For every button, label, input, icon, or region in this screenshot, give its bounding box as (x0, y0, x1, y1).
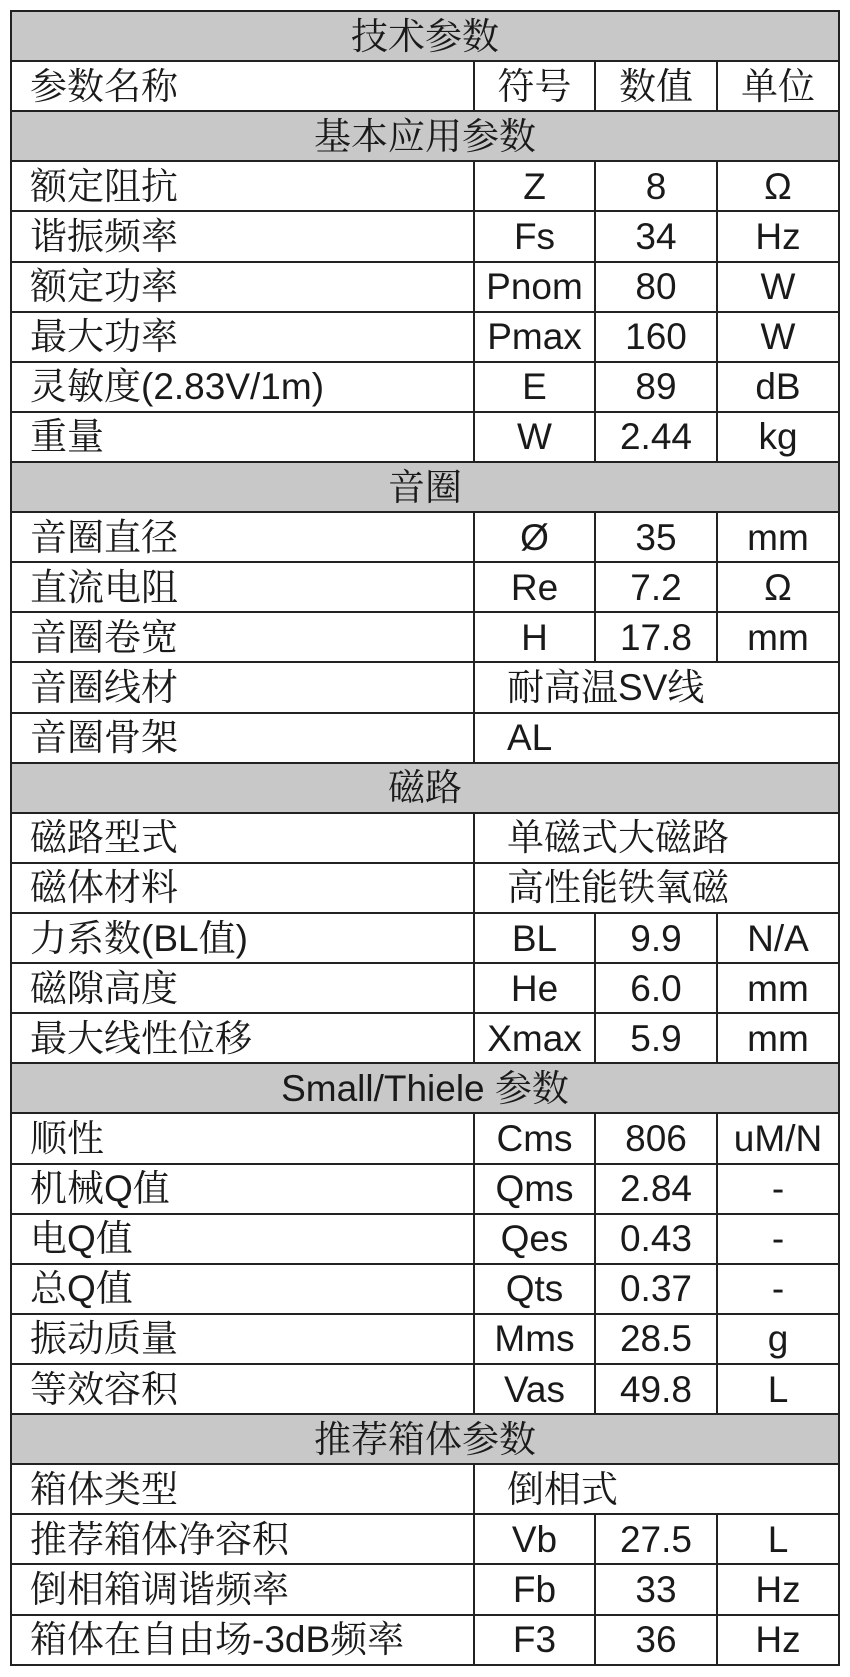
param-unit: W (717, 262, 839, 312)
param-note: 倒相式 (474, 1464, 839, 1514)
param-name: 最大功率 (11, 312, 474, 362)
section-row (11, 1063, 839, 1113)
param-unit: g (717, 1314, 839, 1364)
param-note: 高性能铁氧磁 (474, 863, 839, 913)
param-symbol: Re (474, 562, 595, 612)
param-value: 9.9 (595, 913, 717, 963)
section-title: Small/Thiele 参数 (11, 1063, 839, 1113)
param-note: 耐高温SV线 (474, 662, 839, 712)
table-row (11, 1514, 839, 1564)
param-name: 机械Q值 (11, 1164, 474, 1214)
table-row (11, 1214, 839, 1264)
param-symbol: Xmax (474, 1013, 595, 1063)
table-row (11, 512, 839, 562)
param-name: 额定阻抗 (11, 161, 474, 211)
param-symbol: Qes (474, 1214, 595, 1264)
param-value: 2.84 (595, 1164, 717, 1214)
table-row (11, 312, 839, 362)
table-row (11, 562, 839, 612)
param-value: 89 (595, 362, 717, 412)
param-name: 谐振频率 (11, 211, 474, 261)
param-note: 单磁式大磁路 (474, 813, 839, 863)
param-unit: Ω (717, 161, 839, 211)
param-name: 磁隙高度 (11, 963, 474, 1013)
param-unit: Hz (717, 1615, 839, 1666)
param-value: 2.44 (595, 412, 717, 462)
param-unit: mm (717, 612, 839, 662)
section-title: 基本应用参数 (11, 111, 839, 161)
param-value: 0.43 (595, 1214, 717, 1264)
table-row (11, 612, 839, 662)
param-value: 160 (595, 312, 717, 362)
table-row (11, 1013, 839, 1063)
param-unit: L (717, 1514, 839, 1564)
param-symbol: Mms (474, 1314, 595, 1364)
param-name: 推荐箱体净容积 (11, 1514, 474, 1564)
table-row (11, 913, 839, 963)
header-name: 参数名称 (11, 61, 474, 111)
table-row (11, 1564, 839, 1614)
table-row (11, 262, 839, 312)
param-name: 最大线性位移 (11, 1013, 474, 1063)
section-row (11, 1414, 839, 1464)
param-value: 0.37 (595, 1264, 717, 1314)
param-name: 振动质量 (11, 1314, 474, 1364)
param-unit: - (717, 1214, 839, 1264)
param-unit: Hz (717, 211, 839, 261)
param-name: 电Q值 (11, 1214, 474, 1264)
param-name: 重量 (11, 412, 474, 462)
header-value: 数值 (595, 61, 717, 111)
section-title: 磁路 (11, 763, 839, 813)
param-symbol: BL (474, 913, 595, 963)
param-unit: uM/N (717, 1113, 839, 1163)
section-row (11, 763, 839, 813)
table-row (11, 161, 839, 211)
param-value: 80 (595, 262, 717, 312)
table-row (11, 863, 839, 913)
param-value: 8 (595, 161, 717, 211)
param-name: 箱体类型 (11, 1464, 474, 1514)
param-symbol: Pnom (474, 262, 595, 312)
param-value: 17.8 (595, 612, 717, 662)
param-symbol: Qms (474, 1164, 595, 1214)
param-name: 磁路型式 (11, 813, 474, 863)
param-unit: kg (717, 412, 839, 462)
spec-table-body (11, 11, 839, 1665)
param-name: 箱体在自由场-3dB频率 (11, 1615, 474, 1666)
param-unit: mm (717, 512, 839, 562)
table-row (11, 1464, 839, 1514)
table-row (11, 211, 839, 261)
param-unit: N/A (717, 913, 839, 963)
param-unit: L (717, 1364, 839, 1414)
param-value: 6.0 (595, 963, 717, 1013)
title-row (11, 11, 839, 61)
section-row (11, 111, 839, 161)
param-name: 额定功率 (11, 262, 474, 312)
param-symbol: Qts (474, 1264, 595, 1314)
param-symbol: Pmax (474, 312, 595, 362)
param-name: 倒相箱调谐频率 (11, 1564, 474, 1614)
table-row (11, 362, 839, 412)
section-title: 音圈 (11, 462, 839, 512)
table-row (11, 412, 839, 462)
param-symbol: H (474, 612, 595, 662)
param-value: 34 (595, 211, 717, 261)
param-name: 磁体材料 (11, 863, 474, 913)
param-name: 音圈线材 (11, 662, 474, 712)
param-value: 49.8 (595, 1364, 717, 1414)
table-row (11, 713, 839, 763)
table-row (11, 813, 839, 863)
param-note: AL (474, 713, 839, 763)
param-name: 直流电阻 (11, 562, 474, 612)
param-symbol: Vb (474, 1514, 595, 1564)
param-symbol: He (474, 963, 595, 1013)
param-unit: W (717, 312, 839, 362)
param-symbol: E (474, 362, 595, 412)
param-value: 806 (595, 1113, 717, 1163)
param-value: 5.9 (595, 1013, 717, 1063)
table-row (11, 1113, 839, 1163)
param-symbol: Cms (474, 1113, 595, 1163)
table-title: 技术参数 (11, 11, 839, 61)
table-row (11, 1314, 839, 1364)
table-row (11, 1264, 839, 1314)
param-symbol: Fb (474, 1564, 595, 1614)
param-symbol: F3 (474, 1615, 595, 1666)
table-row (11, 1364, 839, 1414)
param-name: 等效容积 (11, 1364, 474, 1414)
param-unit: mm (717, 963, 839, 1013)
param-symbol: Z (474, 161, 595, 211)
table-row (11, 963, 839, 1013)
param-unit: - (717, 1264, 839, 1314)
param-unit: dB (717, 362, 839, 412)
section-title: 推荐箱体参数 (11, 1414, 839, 1464)
param-value: 27.5 (595, 1514, 717, 1564)
param-value: 35 (595, 512, 717, 562)
header-row (11, 61, 839, 111)
param-name: 音圈骨架 (11, 713, 474, 763)
param-name: 音圈卷宽 (11, 612, 474, 662)
param-name: 力系数(BL值) (11, 913, 474, 963)
param-symbol: Ø (474, 512, 595, 562)
spec-table (10, 10, 840, 1666)
param-name: 灵敏度(2.83V/1m) (11, 362, 474, 412)
param-unit: Ω (717, 562, 839, 612)
param-symbol: Vas (474, 1364, 595, 1414)
section-row (11, 462, 839, 512)
header-symbol: 符号 (474, 61, 595, 111)
param-name: 音圈直径 (11, 512, 474, 562)
param-unit: Hz (717, 1564, 839, 1614)
table-row (11, 1164, 839, 1214)
param-value: 28.5 (595, 1314, 717, 1364)
param-unit: - (717, 1164, 839, 1214)
param-value: 33 (595, 1564, 717, 1614)
param-value: 36 (595, 1615, 717, 1666)
param-name: 顺性 (11, 1113, 474, 1163)
table-row (11, 662, 839, 712)
table-row (11, 1615, 839, 1666)
param-symbol: W (474, 412, 595, 462)
param-value: 7.2 (595, 562, 717, 612)
param-symbol: Fs (474, 211, 595, 261)
param-name: 总Q值 (11, 1264, 474, 1314)
param-unit: mm (717, 1013, 839, 1063)
header-unit: 单位 (717, 61, 839, 111)
